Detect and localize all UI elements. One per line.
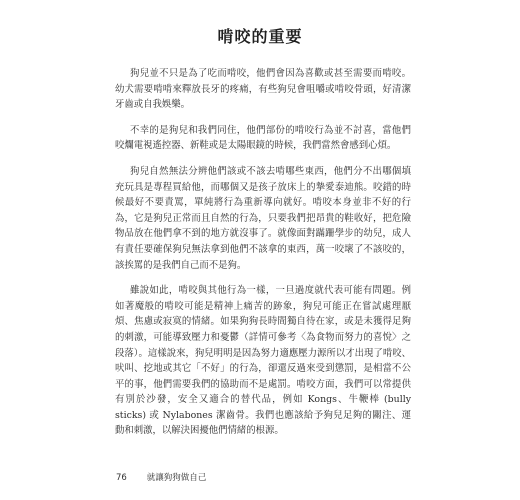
paragraph-3: 狗兒自然無法分辨他們該或不該去啃哪些東西，他們分不出哪個填充玩具是專程買給他，而哪個又是孩子放床上的摯愛泰迪熊。咬錯的時候最好不要責罵，單純將行為重新導向就好。啃咬本身並非不好的行為，它是狗兒正常而且自然的行為，只要我們把昂貴的鞋收好，把危險物品放在他們拿不到的地方就沒事了。就像面對蹣跚學步的幼兒，成人有責任要確保狗兒無法拿到他們不該拿的東西，萬一咬壞了不該咬的，該挨罵的是我們自己而不是狗。 <box>115 165 411 271</box>
body-text <box>115 66 411 449</box>
paragraph-4: 雖說如此，啃咬與其他行為一樣，一旦過度就代表可能有問題。例如著魔般的啃咬可能是精神上痛苦的跡象，狗兒可能正在嘗試處理厭煩、焦慮或寂寞的情緒。如果狗狗長時間獨自待在家，或是未獲得足夠的刺激，可能導致壓力和憂鬱（詳情可參考〈為食物而努力的喜悅〉之段落）。這樣說來，狗兒明明是因為努力適應壓力源所以才出現了啃咬、吠叫、挖地或其它「不好」的行為，卻還反過來受到懲罰，是相當不公平的事，他們需要我們的協助而不是處罰。啃咬方面，我們可以常提供有別於沙發，安全又適合的替代品，例如 Kongs、牛鞭棒 (bully sticks) 或 Nylabones 潔齒骨。我們也應該給予狗兒足夠的關注、運動和刺激，以解決困擾他們情緒的根源。 <box>115 285 411 437</box>
paragraph-2: 不幸的是狗兒和我們同住，他們部份的啃咬行為並不討喜，當他們咬爛電視遙控器、新鞋或是太陽眼鏡的時候，我們當然會感到心煩。 <box>115 124 411 152</box>
section-title: 啃咬的重要 <box>217 27 303 46</box>
page-footer <box>116 471 206 483</box>
running-title: 就讓狗狗做自己 <box>146 473 207 483</box>
paragraph-1: 狗兒並不只是為了吃而啃咬，他們會因為喜歡或甚至需要而啃咬。幼犬需要啃啃來釋放長牙的疼痛，有些狗兒會咀嚼或啃咬骨頭，好清潔牙齒或自我娛樂。 <box>115 68 411 111</box>
page-number: 76 <box>116 473 127 483</box>
